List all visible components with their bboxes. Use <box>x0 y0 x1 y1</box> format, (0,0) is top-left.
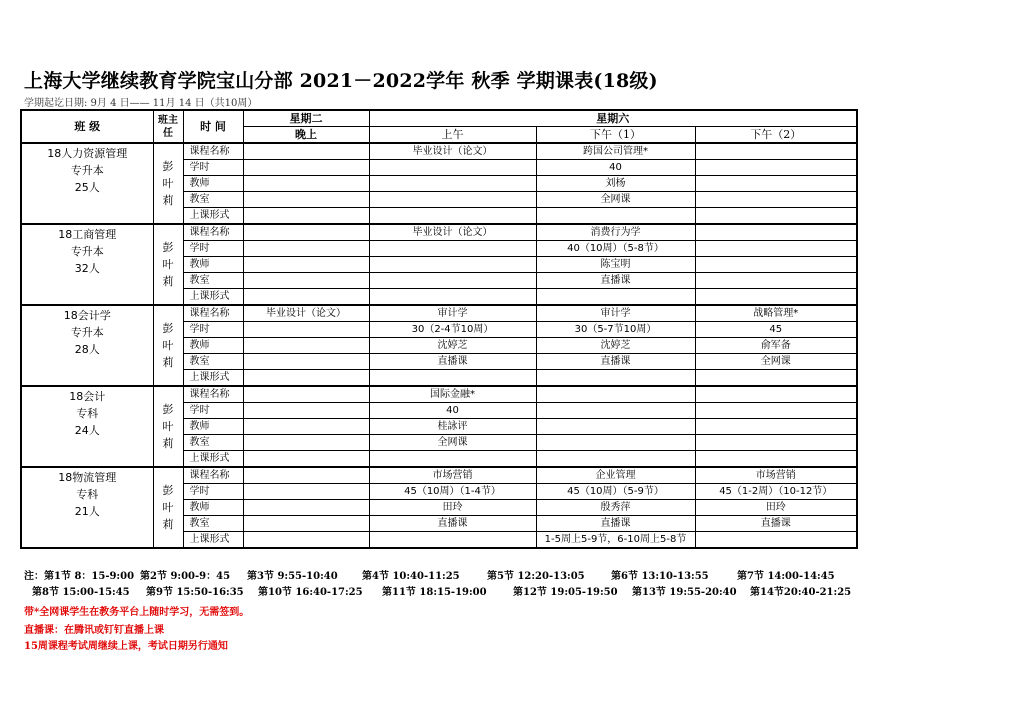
header-evening: 晚上 <box>243 127 369 144</box>
row-label: 上课形式 <box>183 289 243 306</box>
class-info-line: 专升本 <box>70 326 104 339</box>
cell-sat-afternoon-2: 战略管理* <box>695 305 857 322</box>
period-14: 第14节20:40-21:25 <box>750 587 852 598</box>
cell-sat-morning: 全网课 <box>369 435 536 451</box>
row-label: 教室 <box>183 435 243 451</box>
header-time: 时 间 <box>183 110 243 143</box>
row-label: 上课形式 <box>183 370 243 387</box>
cell-sat-afternoon-2 <box>695 403 857 419</box>
cell-tue-evening <box>243 516 369 532</box>
row-label: 学时 <box>183 241 243 257</box>
cell-tue-evening <box>243 143 369 160</box>
head-teacher-char: 莉 <box>162 356 174 369</box>
cell-sat-morning <box>369 241 536 257</box>
cell-sat-afternoon-1: 全网课 <box>536 192 695 208</box>
cell-sat-afternoon-1: 直播课 <box>536 516 695 532</box>
cell-sat-afternoon-1 <box>536 451 695 468</box>
cell-tue-evening: 毕业设计（论文） <box>243 305 369 322</box>
term-dates: 学期起讫日期: 9月 4 日—— 11月 14 日（共10周） <box>24 98 258 109</box>
cell-sat-afternoon-2: 45（1-2周）（10-12节） <box>695 484 857 500</box>
class-info <box>21 224 153 305</box>
cell-tue-evening <box>243 160 369 176</box>
cell-sat-morning <box>369 208 536 225</box>
head-teacher-char: 彭 <box>162 403 174 416</box>
row-label: 学时 <box>183 403 243 419</box>
period-2: 第2节 9:00-9：45 <box>140 571 231 582</box>
head-teacher-char: 叶 <box>162 420 174 433</box>
cell-sat-morning: 桂詠评 <box>369 419 536 435</box>
cell-sat-afternoon-1: 1-5周上5-9节，6-10周上5-8节 <box>536 532 695 549</box>
table-row <box>21 305 857 322</box>
cell-tue-evening <box>243 273 369 289</box>
cell-sat-afternoon-2 <box>695 435 857 451</box>
head-teacher <box>153 467 183 548</box>
cell-sat-afternoon-1: 40 <box>536 160 695 176</box>
row-label: 学时 <box>183 322 243 338</box>
cell-sat-afternoon-2 <box>695 224 857 241</box>
class-info-line: 专升本 <box>70 245 104 258</box>
row-label: 教师 <box>183 338 243 354</box>
period-times-line-2 <box>32 583 851 598</box>
cell-tue-evening <box>243 208 369 225</box>
note-live-course: 直播课：在腾讯或钉钉直播上课 <box>24 625 164 636</box>
class-info-line: 28人 <box>74 343 100 356</box>
cell-sat-afternoon-2: 全网课 <box>695 354 857 370</box>
header-saturday: 星期六 <box>369 110 857 127</box>
head-teacher <box>153 305 183 386</box>
row-label: 课程名称 <box>183 305 243 322</box>
row-label: 上课形式 <box>183 532 243 549</box>
header-class: 班 级 <box>21 110 153 143</box>
cell-sat-morning <box>369 370 536 387</box>
cell-tue-evening <box>243 467 369 484</box>
page-title: 上海大学继续教育学院宝山分部 2021－2022学年 秋季 学期课表(18级) <box>24 70 658 92</box>
class-info <box>21 143 153 224</box>
cell-sat-afternoon-2 <box>695 143 857 160</box>
cell-tue-evening <box>243 241 369 257</box>
cell-sat-morning: 毕业设计（论文） <box>369 143 536 160</box>
cell-sat-morning: 直播课 <box>369 516 536 532</box>
cell-tue-evening <box>243 532 369 549</box>
cell-tue-evening <box>243 257 369 273</box>
period-times-line-1 <box>24 567 835 582</box>
cell-sat-afternoon-1: 殷秀萍 <box>536 500 695 516</box>
head-teacher-char: 莉 <box>162 518 174 531</box>
class-info <box>21 305 153 386</box>
cell-sat-afternoon-2 <box>695 386 857 403</box>
period-10: 第10节 16:40-17:25 <box>258 587 363 598</box>
class-info-line: 21人 <box>74 505 100 518</box>
cell-sat-afternoon-2 <box>695 532 857 549</box>
table-row <box>21 143 857 160</box>
row-label: 学时 <box>183 160 243 176</box>
cell-sat-afternoon-2 <box>695 176 857 192</box>
head-teacher-char: 彭 <box>162 322 174 335</box>
class-info <box>21 386 153 467</box>
cell-sat-morning <box>369 257 536 273</box>
table-row <box>21 467 857 484</box>
head-teacher <box>153 143 183 224</box>
cell-tue-evening <box>243 176 369 192</box>
header-morning: 上午 <box>369 127 536 144</box>
cell-sat-afternoon-2 <box>695 419 857 435</box>
row-label: 课程名称 <box>183 386 243 403</box>
row-label: 学时 <box>183 484 243 500</box>
cell-sat-afternoon-1: 45（10周）（5-9节） <box>536 484 695 500</box>
head-teacher-char: 叶 <box>162 258 174 271</box>
period-3: 第3节 9:55-10:40 <box>247 571 338 582</box>
row-label: 上课形式 <box>183 451 243 468</box>
cell-tue-evening <box>243 289 369 306</box>
period-7: 第7节 14:00-14:45 <box>737 571 835 582</box>
period-11: 第11节 18:15-19:00 <box>382 587 487 598</box>
period-12: 第12节 19:05-19:50 <box>513 587 618 598</box>
cell-sat-afternoon-1 <box>536 435 695 451</box>
cell-sat-afternoon-1: 审计学 <box>536 305 695 322</box>
period-4: 第4节 10:40-11:25 <box>362 571 460 582</box>
row-label: 教室 <box>183 273 243 289</box>
cell-sat-morning: 毕业设计（论文） <box>369 224 536 241</box>
cell-sat-afternoon-2 <box>695 257 857 273</box>
cell-sat-afternoon-1: 30（5-7节10周） <box>536 322 695 338</box>
head-teacher-char: 彭 <box>162 484 174 497</box>
cell-sat-afternoon-1 <box>536 403 695 419</box>
period-5: 第5节 12:20-13:05 <box>487 571 585 582</box>
cell-sat-afternoon-2: 45 <box>695 322 857 338</box>
cell-sat-morning: 田玲 <box>369 500 536 516</box>
cell-sat-morning: 45（10周）（1-4节） <box>369 484 536 500</box>
header-tuesday: 星期二 <box>243 110 369 127</box>
cell-sat-morning <box>369 192 536 208</box>
class-info-line: 24人 <box>74 424 100 437</box>
cell-sat-afternoon-1: 消费行为学 <box>536 224 695 241</box>
cell-sat-afternoon-2 <box>695 273 857 289</box>
cell-sat-afternoon-1 <box>536 419 695 435</box>
class-info-line: 18会计 <box>69 390 106 403</box>
header-head-teacher: 班主任 <box>153 110 183 143</box>
note-exam: 15周课程考试周继续上课，考试日期另行通知 <box>24 641 228 652</box>
cell-sat-afternoon-1: 刘杨 <box>536 176 695 192</box>
head-teacher-char: 莉 <box>162 275 174 288</box>
cell-sat-afternoon-2: 俞军备 <box>695 338 857 354</box>
cell-sat-morning: 40 <box>369 403 536 419</box>
cell-sat-afternoon-1: 直播课 <box>536 354 695 370</box>
class-info-line: 18工商管理 <box>58 228 117 241</box>
cell-sat-afternoon-2: 直播课 <box>695 516 857 532</box>
cell-sat-morning: 30（2-4节10周） <box>369 322 536 338</box>
cell-sat-afternoon-2: 田玲 <box>695 500 857 516</box>
cell-sat-afternoon-1: 40（10周）（5-8节） <box>536 241 695 257</box>
class-info-line: 18物流管理 <box>58 471 117 484</box>
cell-tue-evening <box>243 370 369 387</box>
cell-sat-morning <box>369 289 536 306</box>
class-info-line: 18人力资源管理 <box>47 147 128 160</box>
cell-tue-evening <box>243 354 369 370</box>
class-info-line: 18会计学 <box>63 309 111 322</box>
cell-tue-evening <box>243 419 369 435</box>
class-info-line: 25人 <box>74 181 100 194</box>
cell-tue-evening <box>243 322 369 338</box>
row-label: 教室 <box>183 516 243 532</box>
cell-tue-evening <box>243 192 369 208</box>
cell-tue-evening <box>243 338 369 354</box>
row-label: 教室 <box>183 192 243 208</box>
row-label: 教师 <box>183 257 243 273</box>
cell-sat-afternoon-2 <box>695 208 857 225</box>
cell-sat-afternoon-1: 直播课 <box>536 273 695 289</box>
cell-sat-morning <box>369 451 536 468</box>
head-teacher-char: 叶 <box>162 339 174 352</box>
note-online-course: 带*全网课学生在教务平台上随时学习，无需签到。 <box>24 607 250 618</box>
head-teacher-char: 莉 <box>162 194 174 207</box>
cell-sat-afternoon-1: 跨国公司管理* <box>536 143 695 160</box>
cell-tue-evening <box>243 224 369 241</box>
cell-sat-morning <box>369 160 536 176</box>
header-afternoon-2: 下午（2） <box>695 127 857 144</box>
cell-sat-afternoon-1 <box>536 386 695 403</box>
class-info-line: 专科 <box>76 407 99 420</box>
class-info-line: 32人 <box>74 262 100 275</box>
cell-sat-afternoon-2 <box>695 192 857 208</box>
head-teacher-char: 彭 <box>162 160 174 173</box>
cell-sat-afternoon-1: 企业管理 <box>536 467 695 484</box>
head-teacher-char: 莉 <box>162 437 174 450</box>
cell-sat-morning: 国际金融* <box>369 386 536 403</box>
row-label: 上课形式 <box>183 208 243 225</box>
cell-tue-evening <box>243 386 369 403</box>
cell-sat-morning <box>369 532 536 549</box>
cell-tue-evening <box>243 500 369 516</box>
cell-sat-afternoon-2 <box>695 160 857 176</box>
head-teacher-char: 叶 <box>162 177 174 190</box>
class-info <box>21 467 153 548</box>
cell-sat-morning: 直播课 <box>369 354 536 370</box>
cell-sat-afternoon-1: 陈宝明 <box>536 257 695 273</box>
period-6: 第6节 13:10-13:55 <box>611 571 709 582</box>
cell-sat-afternoon-1 <box>536 208 695 225</box>
class-info-line: 专科 <box>76 488 99 501</box>
cell-tue-evening <box>243 403 369 419</box>
cell-sat-afternoon-1: 沈婷芝 <box>536 338 695 354</box>
cell-sat-morning: 审计学 <box>369 305 536 322</box>
cell-sat-afternoon-1 <box>536 370 695 387</box>
cell-sat-afternoon-2 <box>695 370 857 387</box>
period-13: 第13节 19:55-20:40 <box>632 587 737 598</box>
cell-sat-morning <box>369 176 536 192</box>
row-label: 教师 <box>183 419 243 435</box>
period-1: 注：第1节 8：15-9:00 <box>24 571 135 582</box>
cell-sat-afternoon-2 <box>695 289 857 306</box>
row-label: 课程名称 <box>183 467 243 484</box>
table-row <box>21 386 857 403</box>
head-teacher-char: 彭 <box>162 241 174 254</box>
cell-sat-afternoon-1 <box>536 289 695 306</box>
cell-tue-evening <box>243 451 369 468</box>
cell-sat-afternoon-2: 市场营销 <box>695 467 857 484</box>
row-label: 课程名称 <box>183 224 243 241</box>
cell-tue-evening <box>243 484 369 500</box>
cell-sat-afternoon-2 <box>695 241 857 257</box>
row-label: 教师 <box>183 176 243 192</box>
table-row <box>21 224 857 241</box>
head-teacher-char: 叶 <box>162 501 174 514</box>
row-label: 教室 <box>183 354 243 370</box>
cell-sat-morning <box>369 273 536 289</box>
cell-sat-morning: 沈婷芝 <box>369 338 536 354</box>
head-teacher <box>153 386 183 467</box>
row-label: 课程名称 <box>183 143 243 160</box>
cell-tue-evening <box>243 435 369 451</box>
row-label: 教师 <box>183 500 243 516</box>
period-9: 第9节 15:50-16:35 <box>146 587 244 598</box>
cell-sat-morning: 市场营销 <box>369 467 536 484</box>
period-8: 第8节 15:00-15:45 <box>32 587 130 598</box>
header-afternoon-1: 下午（1） <box>536 127 695 144</box>
head-teacher <box>153 224 183 305</box>
schedule-table <box>20 109 858 549</box>
cell-sat-afternoon-2 <box>695 451 857 468</box>
class-info-line: 专升本 <box>70 164 104 177</box>
